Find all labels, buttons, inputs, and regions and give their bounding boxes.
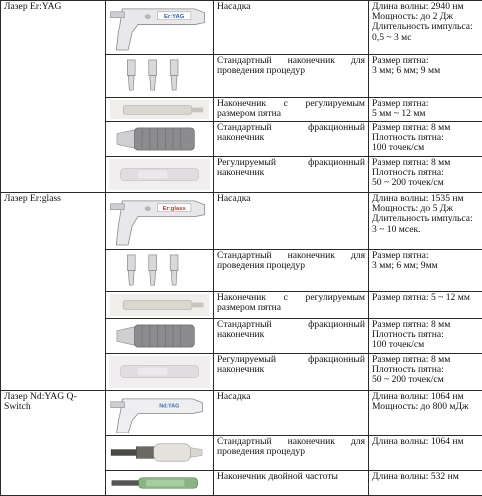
item-name: Регулируемый фракционный наконечник [214,354,369,391]
item-name: Насадка [214,391,369,436]
item-name: Наконечник с регулируемым размером пятна [214,98,369,122]
handpiece-image [106,1,214,55]
item-specs: Размер пятна: 3 мм; 6 мм; 9мм [369,250,482,292]
brand-logo: Er:glass [163,206,187,212]
adjustable-tip-image [106,292,214,319]
item-name: Стандартный фракционный наконечник [214,319,369,354]
ndyag-standard-tip-image [106,436,214,471]
item-specs: Длина волны: 532 нм [369,471,482,496]
item-name: Наконечник с регулируемым размером пятна [214,292,369,319]
item-name: Стандартный фракционный наконечник [214,122,369,157]
laser-name-cell [1,1,106,193]
item-specs: Длина волны: 2940 нм Мощность: до 2 Дж Длительность импульса: 0,5 ~ 3 мс [369,1,482,55]
adjustable-tip-image [106,98,214,122]
fractional-tip-image [106,319,214,354]
item-specs: Размер пятна: 8 мм Плотность пятна: 100 точек/см [369,122,482,157]
item-specs: Длина волны: 1535 нм Мощность: до 5 Дж Длительность импульса: 3 ~ 10 мсек. [369,193,482,250]
item-name: Насадка [214,1,369,55]
handpiece-image [106,391,214,436]
adjustable-fractional-tip-image [106,157,214,193]
item-specs: Размер пятна: 5 ~ 12 мм [369,292,482,319]
standard-tips-image [106,250,214,292]
laser-name: Лазер Nd:YAG Q-Switch [4,391,77,412]
item-name: Регулируемый фракционный наконечник [214,157,369,193]
item-specs: Размер пятна: 8 мм Плотность пятна: 50 ~ 200 точек/см [369,157,482,193]
item-specs: Размер пятна: 8 мм Плотность пятна: 100 точек/см [369,319,482,354]
item-specs: Длина волны: 1064 нм [369,436,482,471]
ndyag-double-tip-image [106,471,214,496]
item-name: Насадка [214,193,369,250]
table-row [1,391,482,436]
adjustable-fractional-tip-image [106,354,214,391]
item-name: Стандартный наконечник для проведения процедур [214,436,369,471]
table-row [1,1,482,55]
fractional-tip-image [106,122,214,157]
item-name: Стандартный наконечник для проведения процедур [214,250,369,292]
item-name: Наконечник двойной частоты [214,471,369,496]
laser-name: Лазер Er:glass [4,193,61,204]
item-specs: Длина волны: 1064 нм Мощность: до 800 мДж [369,391,482,436]
item-specs: Размер пятна: 5 мм ~ 12 мм [369,98,482,122]
laser-name: Лазер Er:YAG [4,1,61,12]
handpiece-image [106,193,214,250]
standard-tips-image [106,55,214,98]
item-specs: Размер пятна: 8 мм Плотность пятна: 50 ~ 200 точек/см [369,354,482,391]
item-name: Стандартный наконечник для проведения процедур [214,55,369,98]
laser-name-cell [1,391,106,496]
brand-logo: Er:YAG [164,14,185,20]
laser-name-cell [1,193,106,391]
item-specs: Размер пятна: 3 мм; 6 мм; 9 мм [369,55,482,98]
brand-logo: Nd:YAG [159,404,179,410]
table-row [1,193,482,250]
